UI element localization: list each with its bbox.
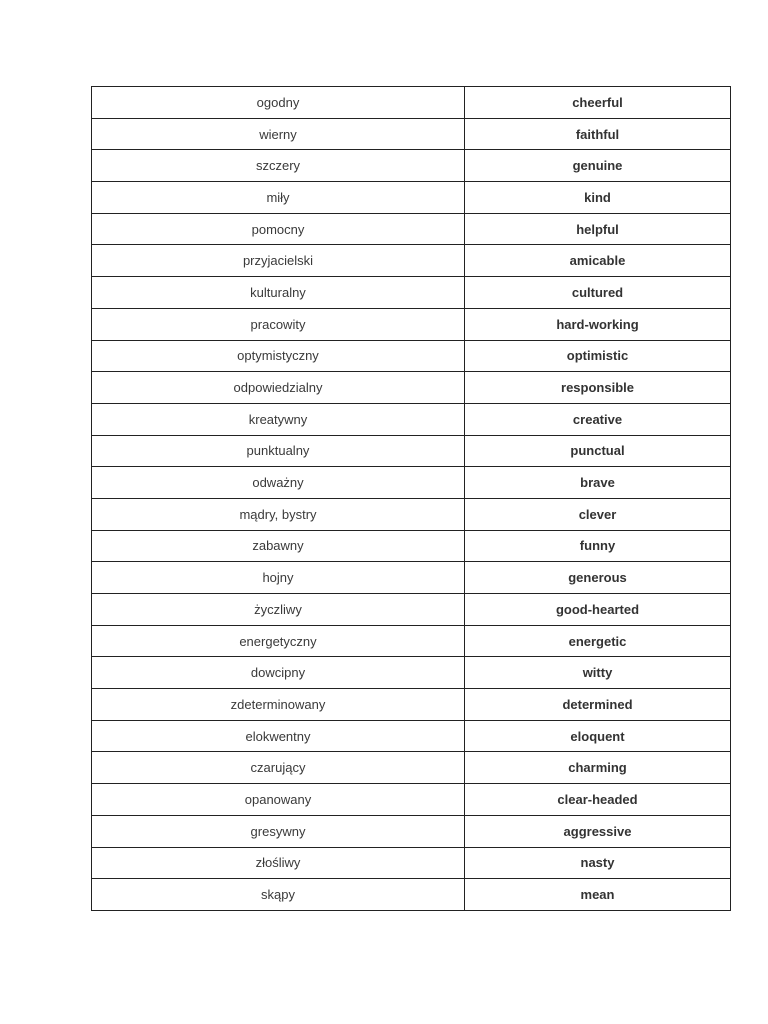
table-row <box>92 213 731 245</box>
polish-word-cell: kreatywny <box>92 403 465 435</box>
table-row <box>92 752 731 784</box>
english-word-cell: amicable <box>465 245 731 277</box>
vocabulary-table <box>91 86 731 911</box>
english-word-cell: faithful <box>465 118 731 150</box>
english-word-cell: aggressive <box>465 815 731 847</box>
table-row <box>92 784 731 816</box>
table-row <box>92 562 731 594</box>
vocabulary-table-body <box>92 87 731 911</box>
table-row <box>92 245 731 277</box>
polish-word-cell: skąpy <box>92 879 465 911</box>
table-row <box>92 815 731 847</box>
table-row <box>92 435 731 467</box>
table-row <box>92 340 731 372</box>
polish-word-cell: życzliwy <box>92 594 465 626</box>
table-row <box>92 530 731 562</box>
table-row <box>92 879 731 911</box>
table-row <box>92 720 731 752</box>
table-row <box>92 403 731 435</box>
table-row <box>92 182 731 214</box>
polish-word-cell: pracowity <box>92 308 465 340</box>
polish-word-cell: optymistyczny <box>92 340 465 372</box>
table-row <box>92 372 731 404</box>
english-word-cell: brave <box>465 467 731 499</box>
table-row <box>92 625 731 657</box>
english-word-cell: mean <box>465 879 731 911</box>
polish-word-cell: dowcipny <box>92 657 465 689</box>
polish-word-cell: punktualny <box>92 435 465 467</box>
table-row <box>92 847 731 879</box>
polish-word-cell: złośliwy <box>92 847 465 879</box>
polish-word-cell: szczery <box>92 150 465 182</box>
english-word-cell: witty <box>465 657 731 689</box>
english-word-cell: funny <box>465 530 731 562</box>
english-word-cell: genuine <box>465 150 731 182</box>
table-row <box>92 594 731 626</box>
english-word-cell: cultured <box>465 277 731 309</box>
english-word-cell: responsible <box>465 372 731 404</box>
english-word-cell: hard-working <box>465 308 731 340</box>
english-word-cell: creative <box>465 403 731 435</box>
polish-word-cell: odpowiedzialny <box>92 372 465 404</box>
table-row <box>92 118 731 150</box>
english-word-cell: clear-headed <box>465 784 731 816</box>
polish-word-cell: ogodny <box>92 87 465 119</box>
english-word-cell: generous <box>465 562 731 594</box>
polish-word-cell: mądry, bystry <box>92 498 465 530</box>
polish-word-cell: zdeterminowany <box>92 689 465 721</box>
polish-word-cell: hojny <box>92 562 465 594</box>
table-row <box>92 150 731 182</box>
english-word-cell: determined <box>465 689 731 721</box>
table-row <box>92 467 731 499</box>
table-row <box>92 657 731 689</box>
polish-word-cell: wierny <box>92 118 465 150</box>
polish-word-cell: elokwentny <box>92 720 465 752</box>
polish-word-cell: kulturalny <box>92 277 465 309</box>
english-word-cell: good-hearted <box>465 594 731 626</box>
polish-word-cell: energetyczny <box>92 625 465 657</box>
english-word-cell: eloquent <box>465 720 731 752</box>
table-row <box>92 87 731 119</box>
polish-word-cell: opanowany <box>92 784 465 816</box>
english-word-cell: kind <box>465 182 731 214</box>
polish-word-cell: zabawny <box>92 530 465 562</box>
table-row <box>92 498 731 530</box>
english-word-cell: nasty <box>465 847 731 879</box>
polish-word-cell: przyjacielski <box>92 245 465 277</box>
english-word-cell: helpful <box>465 213 731 245</box>
english-word-cell: optimistic <box>465 340 731 372</box>
english-word-cell: punctual <box>465 435 731 467</box>
polish-word-cell: odważny <box>92 467 465 499</box>
table-row <box>92 308 731 340</box>
english-word-cell: clever <box>465 498 731 530</box>
polish-word-cell: czarujący <box>92 752 465 784</box>
table-row <box>92 689 731 721</box>
polish-word-cell: gresywny <box>92 815 465 847</box>
table-row <box>92 277 731 309</box>
polish-word-cell: pomocny <box>92 213 465 245</box>
english-word-cell: charming <box>465 752 731 784</box>
polish-word-cell: miły <box>92 182 465 214</box>
english-word-cell: cheerful <box>465 87 731 119</box>
english-word-cell: energetic <box>465 625 731 657</box>
